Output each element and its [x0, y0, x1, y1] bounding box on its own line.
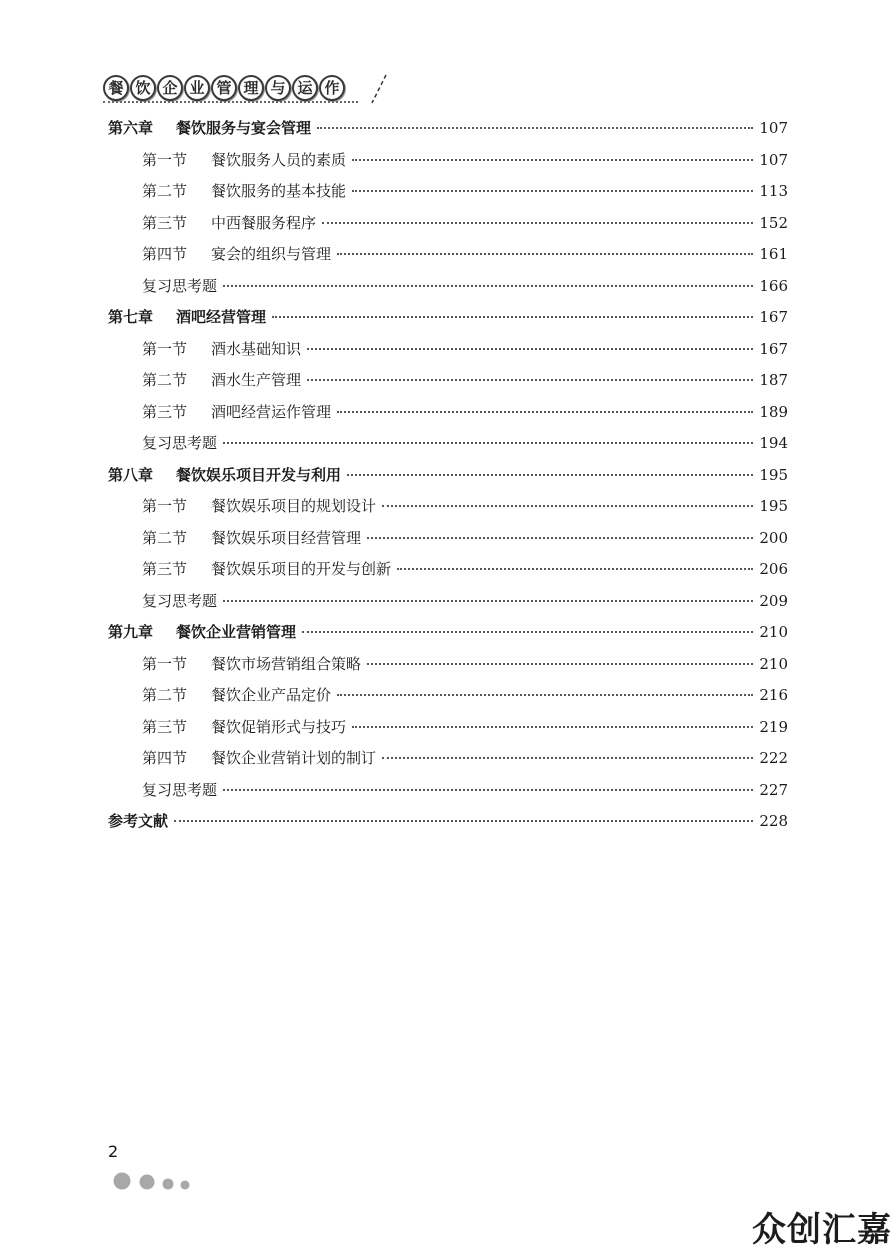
toc-dot-leader: [337, 693, 753, 696]
running-header: [103, 73, 403, 107]
toc-chapter-row: [108, 617, 788, 649]
toc-entry-title: 餐饮市场营销组合策略: [211, 654, 362, 673]
toc-entry-title: 复习思考题: [142, 434, 218, 452]
toc-section-row: [108, 239, 788, 271]
toc-section-row: [108, 208, 788, 240]
toc-section-row: [108, 145, 788, 177]
decorative-dots: [113, 1171, 193, 1195]
toc-page-number: 195: [759, 465, 788, 484]
toc-dot-leader: [223, 788, 753, 791]
toc-entry-number: 第一节: [142, 654, 188, 673]
toc-entry-title: 复习思考题: [142, 780, 218, 799]
title-char: 管: [211, 75, 237, 101]
toc-page-number: 222: [759, 749, 788, 767]
toc-dot-leader: [307, 347, 753, 350]
toc-page-number: 227: [759, 780, 788, 799]
toc-chapter-row: [108, 113, 788, 145]
toc-entry-number: 第四节: [142, 749, 188, 767]
toc-entry-number: 第一节: [142, 497, 188, 515]
toc-entry-title: 复习思考题: [142, 591, 218, 610]
toc-section-row: [108, 365, 788, 397]
toc-entry-title: 餐饮促销形式与技巧: [211, 717, 347, 736]
toc-section-row: [108, 491, 788, 523]
toc-section-row: [108, 554, 788, 586]
toc-entry-title: 餐饮企业营销计划的制订: [211, 749, 377, 767]
toc-dot-leader: [352, 158, 753, 161]
watermark-logo: 众创汇嘉: [752, 1210, 892, 1250]
toc-entry-number: 第三节: [142, 402, 188, 421]
toc-entry-title: 酒吧经营管理: [176, 308, 267, 326]
toc-dot-leader: [223, 599, 753, 602]
title-char: 作: [319, 75, 345, 101]
toc-dot-leader: [352, 725, 753, 728]
toc-page-number: 228: [759, 812, 788, 830]
toc-entry-number: 第九章: [108, 623, 154, 641]
toc-section-row: [108, 397, 788, 429]
toc-page-number: 187: [759, 371, 788, 389]
toc-entry-title: 餐饮娱乐项目经营管理: [211, 528, 362, 547]
toc-entry-number: 第二节: [142, 528, 188, 547]
toc-entry-number: 第一节: [142, 150, 188, 169]
toc-dot-leader: [174, 819, 753, 822]
toc-page-number: 210: [759, 623, 788, 641]
dot-2: [140, 1175, 155, 1190]
toc-dot-leader: [272, 315, 753, 318]
toc-page-number: 152: [759, 213, 788, 232]
toc-entry-number: 第一节: [142, 339, 188, 358]
toc-entry-number: 第三节: [142, 560, 188, 578]
toc-entry-number: 第三节: [142, 717, 188, 736]
book-title: [103, 75, 345, 101]
toc-review-row: [108, 271, 788, 303]
toc-entry-title: 参考文献: [108, 812, 169, 830]
toc-entry-title: 复习思考题: [142, 276, 218, 295]
toc-entry-title: 餐饮企业营销管理: [176, 623, 297, 641]
toc-page-number: 107: [759, 150, 788, 169]
toc-page-number: 206: [759, 560, 788, 578]
toc-section-row: [108, 176, 788, 208]
toc-dot-leader: [337, 252, 753, 255]
toc-entry-title: 餐饮服务的基本技能: [211, 182, 347, 200]
toc-dot-leader: [223, 441, 753, 444]
toc-section-row: [108, 334, 788, 366]
toc-entry-title: 宴会的组织与管理: [211, 245, 332, 263]
toc-chapter-row: [108, 302, 788, 334]
toc-dot-leader: [322, 221, 753, 224]
page-number: 2: [108, 1142, 119, 1161]
toc-dot-leader: [367, 536, 753, 539]
title-char: 企: [157, 75, 183, 101]
toc-page-number: 167: [759, 308, 788, 326]
dot-3: [163, 1179, 174, 1190]
toc-dot-leader: [337, 410, 753, 413]
toc-review-row: [108, 775, 788, 807]
title-char: 与: [265, 75, 291, 101]
toc-entry-title: 餐饮娱乐项目开发与利用: [176, 465, 342, 484]
toc-dot-leader: [347, 473, 753, 476]
title-char: 餐: [103, 75, 129, 101]
toc-section-row: [108, 680, 788, 712]
dot-4: [181, 1181, 190, 1190]
toc-dot-leader: [367, 662, 753, 665]
table-of-contents: [108, 113, 788, 838]
toc-page-number: 161: [759, 245, 788, 263]
title-char: 运: [292, 75, 318, 101]
toc-page-number: 113: [759, 182, 788, 200]
toc-page-number: 219: [759, 717, 788, 736]
toc-dot-leader: [397, 567, 753, 570]
dot-1: [114, 1173, 131, 1190]
toc-entry-title: 餐饮服务与宴会管理: [176, 119, 312, 137]
toc-page-number: 209: [759, 591, 788, 610]
title-char: 理: [238, 75, 264, 101]
toc-section-row: [108, 649, 788, 681]
toc-dot-leader: [223, 284, 753, 287]
toc-section-row: [108, 712, 788, 744]
toc-dot-leader: [382, 504, 753, 507]
toc-page-number: 107: [759, 119, 788, 137]
toc-entry-number: 第二节: [142, 371, 188, 389]
toc-page-number: 166: [759, 276, 788, 295]
toc-entry-number: 第七章: [108, 308, 154, 326]
toc-page-number: 167: [759, 339, 788, 358]
toc-entry-number: 第二节: [142, 686, 188, 704]
header-slash-decoration: [368, 73, 390, 107]
toc-entry-title: 餐饮娱乐项目的开发与创新: [211, 560, 392, 578]
toc-page-number: 195: [759, 497, 788, 515]
toc-entry-title: 酒水生产管理: [211, 371, 302, 389]
toc-page-number: 189: [759, 402, 788, 421]
toc-page-number: 194: [759, 434, 788, 452]
toc-entry-title: 中西餐服务程序: [211, 213, 317, 232]
toc-dot-leader: [302, 630, 753, 633]
toc-entry-title: 餐饮娱乐项目的规划设计: [211, 497, 377, 515]
toc-entry-number: 第六章: [108, 119, 154, 137]
toc-entry-title: 酒吧经营运作管理: [211, 402, 332, 421]
toc-page-number: 200: [759, 528, 788, 547]
toc-entry-number: 第四节: [142, 245, 188, 263]
toc-page-number: 210: [759, 654, 788, 673]
toc-entry-number: 第三节: [142, 213, 188, 232]
toc-page-number: 216: [759, 686, 788, 704]
toc-dot-leader: [307, 378, 753, 381]
title-char: 业: [184, 75, 210, 101]
toc-entry-title: 餐饮企业产品定价: [211, 686, 332, 704]
toc-dot-leader: [352, 189, 753, 192]
toc-review-row: [108, 586, 788, 618]
title-char: 饮: [130, 75, 156, 101]
header-underline: [103, 101, 358, 103]
toc-review-row: [108, 428, 788, 460]
toc-dot-leader: [317, 126, 753, 129]
toc-dot-leader: [382, 756, 753, 759]
toc-entry-number: 第二节: [142, 182, 188, 200]
toc-entry-number: 第八章: [108, 465, 154, 484]
toc-section-row: [108, 743, 788, 775]
toc-chapter-row: [108, 460, 788, 492]
toc-section-row: [108, 523, 788, 555]
toc-entry-title: 餐饮服务人员的素质: [211, 150, 347, 169]
toc-entry-title: 酒水基础知识: [211, 339, 302, 358]
toc-chapter-row: [108, 806, 788, 838]
